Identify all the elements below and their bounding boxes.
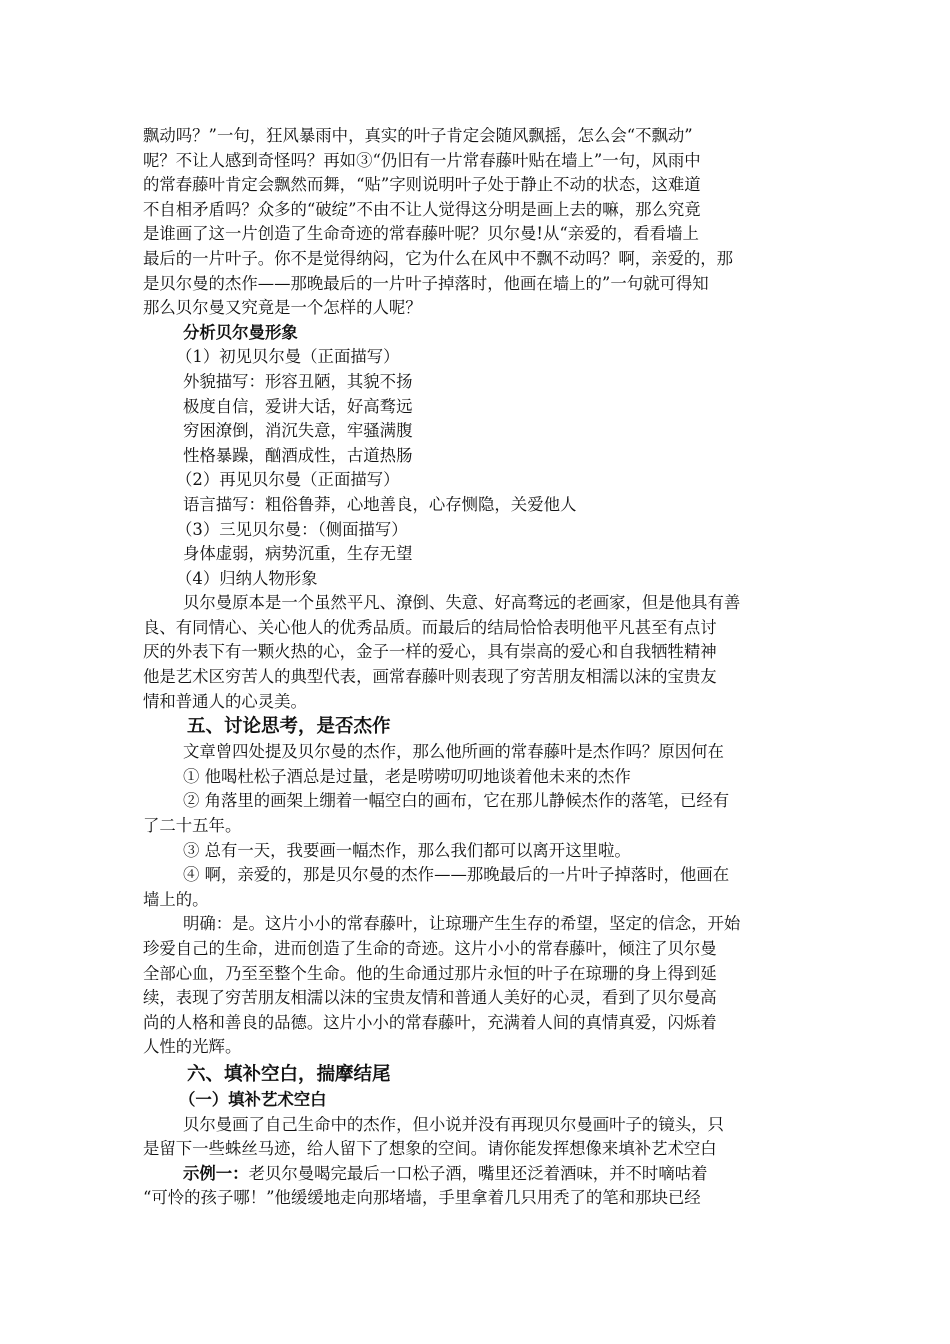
- paragraph-example: [143, 1162, 811, 1211]
- paragraph-answer: [143, 912, 811, 1060]
- analysis-item: 性格暴躁，酗酒成性，古道热肠: [183, 445, 413, 465]
- analysis-item: （4）归纳人物形象: [176, 568, 318, 588]
- text-line: 珍爱自己的生命，进而创造了生命的奇迹。这片小小的常春藤叶，倾注了贝尔曼: [143, 939, 717, 958]
- text-line: 厌的外表下有一颗火热的心，金子一样的爱心，具有崇高的爱心和自我牺牲精神: [143, 642, 717, 662]
- analysis-item: 穷困潦倒，消沉失意，牢骚满腹: [183, 421, 413, 441]
- analysis-title: 分析贝尔曼形象: [183, 322, 298, 342]
- text-line: 最后的一片叶子。你不是觉得纳闷，它为什么在风中不飘不动吗？啊，亲爱的，那: [143, 248, 734, 268]
- analysis-item: 极度自信，爱讲大话，好高骛远: [183, 396, 413, 416]
- text-line: 明确：是。这片小小的常春藤叶，让琼珊产生生存的希望，坚定的信念，开始: [183, 914, 741, 934]
- quote-item: ③ 总有一天，我要画一幅杰作，那么我们都可以离开这里啦。: [183, 840, 631, 860]
- text-line: 文章曾四处提及贝尔曼的杰作，那么他所画的常春藤叶是杰作吗？原因何在: [183, 742, 724, 762]
- analysis-item: 身体虚弱，病势沉重，生存无望: [183, 544, 413, 564]
- document-page: [143, 124, 811, 1211]
- analysis-list: [143, 345, 811, 591]
- text-line: 是谁画了这一片创造了生命奇迹的常春藤叶呢？贝尔曼!从“亲爱的，看看墙上: [143, 224, 699, 244]
- analysis-item: 语言描写：粗俗鲁莽，心地善良，心存恻隐，关爱他人: [183, 494, 577, 514]
- text-line: 的常春藤叶肯定会飘然而舞，“贴”字则说明叶子处于静止不动的状态，这难道: [143, 175, 701, 195]
- text-line: 人性的光辉。: [143, 1037, 242, 1057]
- text-line: 飘动吗？”一句，狂风暴雨中，真实的叶子肯定会随风飘摇，怎么会“不飘动”: [143, 126, 693, 145]
- text-line: “可怜的孩子哪！”他缓缓地走向那堵墙，手里拿着几只用秃了的笔和那块已经: [143, 1188, 701, 1208]
- subsection-heading: （一）填补艺术空白: [179, 1089, 327, 1109]
- text-line: 良、有同情心、关心他人的优秀品质。而最后的结局恰恰表明他平凡甚至有点讨: [143, 617, 717, 637]
- paragraph-clues: [143, 124, 811, 321]
- paragraph-fill-blank: [143, 1113, 811, 1162]
- paragraph-character-summary: [143, 591, 811, 714]
- text-line: 情和普通人的心灵美。: [143, 691, 307, 711]
- text-line: 不自相矛盾吗？众多的“破绽”不由不让人觉得这分明是画上去的嘛，那么究竟: [143, 199, 701, 219]
- text-line: 是贝尔曼的杰作——那晚最后的一片叶子掉落时，他画在墙上的”一句就可得知: [143, 273, 709, 293]
- text-line: 是留下一些蛛丝马迹，给人留下了想象的空间。请你能发挥想像来填补艺术空白: [143, 1139, 717, 1159]
- text-line: 他是艺术区穷苦人的典型代表，画常春藤叶则表现了穷苦朋友相濡以沫的宝贵友: [143, 667, 717, 687]
- analysis-item: （3）三见贝尔曼：（侧面描写）: [176, 519, 408, 539]
- example-text: 老贝尔曼喝完最后一口松子酒，嘴里还泛着酒味，并不时嘀咕着: [248, 1163, 708, 1183]
- text-line: 呢？不让人感到奇怪吗？再如③“仍旧有一片常春藤叶贴在墙上”一句，风雨中: [143, 150, 701, 170]
- quote-item: ② 角落里的画架上绷着一幅空白的画布，它在那儿静候杰作的落笔，已经有: [183, 791, 730, 811]
- quote-item: ④ 啊，亲爱的，那是贝尔曼的杰作——那晚最后的一片叶子掉落时，他画在: [183, 865, 730, 885]
- analysis-item: 外貌描写：形容丑陋，其貌不扬: [183, 371, 413, 391]
- text-line: 全部心血，乃至至整个生命。他的生命通过那片永恒的叶子在琼珊的身上得到延: [143, 963, 717, 983]
- text-line: 了二十五年。: [143, 816, 242, 836]
- example-label: 示例一：: [183, 1163, 249, 1183]
- analysis-item: （2）再见贝尔曼（正面描写）: [176, 470, 400, 490]
- text-line: 贝尔曼画了自己生命中的杰作，但小说并没有再现贝尔曼画叶子的镜头，只: [183, 1114, 724, 1134]
- text-line: 墙上的。: [143, 889, 209, 909]
- text-line: 贝尔曼原本是一个虽然平凡、潦倒、失意、好高骛远的老画家，但是他具有善: [183, 593, 741, 613]
- text-line: [143, 1162, 811, 1187]
- analysis-item: （1）初见贝尔曼（正面描写）: [176, 347, 400, 367]
- section-heading-5: 五、讨论思考，是否杰作: [187, 716, 391, 738]
- section-heading-6: 六、填补空白，揣摩结尾: [187, 1063, 391, 1085]
- quote-item: ① 他喝杜松子酒总是过量，老是唠唠叨叨地谈着他未来的杰作: [183, 766, 631, 786]
- paragraph-masterpiece-quotes: [143, 740, 811, 912]
- text-line: 续，表现了穷苦朋友相濡以沫的宝贵友情和普通人美好的心灵，看到了贝尔曼高: [143, 988, 717, 1008]
- text-line: 尚的人格和善良的品德。这片小小的常春藤叶，充满着人间的真情真爱，闪烁着: [143, 1012, 717, 1032]
- text-line: 那么贝尔曼又究竟是一个怎样的人呢？: [143, 298, 422, 318]
